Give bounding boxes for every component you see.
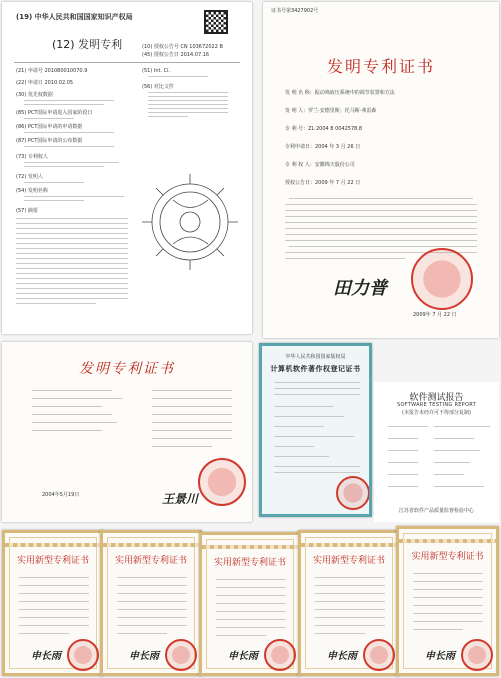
- field-pct-entry: (85) PCT国际申请进入国家阶段日: [16, 110, 93, 116]
- patent-type: (12) 发明专利: [52, 38, 123, 51]
- utility-certificate-4: [298, 530, 400, 676]
- field-grant-date: 授权公告日：2009 年 7 月 22 日: [285, 180, 361, 186]
- director-signature: 王景川: [162, 492, 199, 506]
- software-copyright-certificate: [259, 343, 372, 517]
- field-application-date: (22) 申请日 2010.02.05: [16, 80, 74, 86]
- report-title: 软件测试报告: [409, 393, 464, 403]
- field-pct-application: (86) PCT国际申请的申请数据: [16, 124, 83, 130]
- report-footer: 江苏省软件产品质量监督检验中心: [398, 508, 474, 514]
- field-cited-docs: (56) 对比文件: [142, 84, 174, 90]
- official-seal: [67, 639, 99, 671]
- report-subtitle: SOFTWARE TESTING REPORT: [396, 402, 477, 408]
- official-seal: [336, 476, 370, 510]
- certificate-number: 证书号第3427902号: [271, 8, 319, 14]
- field-pct-publication: (87) PCT国际申请的公布数据: [16, 138, 83, 144]
- official-seal: [461, 639, 493, 671]
- utility-certificate-5: [396, 526, 499, 676]
- field-invention-title: (54) 发明名称: [16, 188, 48, 194]
- copyright-office: 中华人民共和国国家版权局: [285, 354, 346, 360]
- publication-date: (45) 授权公告日 2014.07.16: [142, 52, 210, 58]
- director-signature: 田力普: [333, 278, 387, 299]
- field-inventor: (72) 发明人: [16, 174, 43, 180]
- field-patent-no: 专 利 号：ZL 2004 8 0042578.8: [285, 126, 363, 132]
- director-signature: 申长雨: [327, 651, 357, 662]
- certificate-title: 实用新型专利证书: [312, 556, 385, 566]
- certificate-date: 2004年5月19日: [42, 492, 80, 498]
- director-signature: 申长雨: [129, 651, 159, 662]
- certificate-title: 计算机软件著作权登记证书: [270, 364, 361, 373]
- director-signature: 申长雨: [425, 651, 455, 662]
- invention-patent-certificate: [263, 2, 499, 338]
- publication-number: (10) 授权公告号 CN 103672022 B: [142, 44, 223, 50]
- director-signature: 申长雨: [31, 651, 61, 662]
- field-inventors: 发 明 人：罗兰·安德里斯；托马斯·弗雷森: [285, 108, 377, 114]
- utility-certificate-1: [2, 530, 104, 676]
- official-seal: [363, 639, 395, 671]
- utility-certificate-2: [100, 530, 202, 676]
- patent-publication-document: [2, 2, 252, 334]
- patent-drawing: [138, 170, 243, 275]
- field-abstract: (57) 摘要: [16, 208, 38, 214]
- official-seal: [264, 639, 296, 671]
- director-signature: 申长雨: [228, 651, 258, 662]
- report-note: (本报告未经许可不得部分复制): [402, 410, 471, 416]
- official-seal: [165, 639, 197, 671]
- certificate-title: 实用新型专利证书: [16, 556, 89, 566]
- field-filing-date: 专利申请日：2004 年 3 月 26 日: [285, 144, 361, 150]
- certificate-title: 发明专利证书: [326, 57, 435, 76]
- utility-certificate-3: [199, 532, 301, 676]
- invention-patent-certificate-2: [2, 342, 252, 522]
- body-text: [289, 198, 473, 199]
- official-seal: [198, 458, 246, 506]
- field-priority: (30) 优先权数据: [16, 92, 53, 98]
- qr-code: [204, 10, 228, 34]
- field-invention-name: 发 明 名 称：振动筛液压系统中的调节装置和方法: [285, 90, 395, 96]
- software-test-report: [374, 382, 499, 522]
- field-int-cl: (51) Int. Cl.: [142, 68, 171, 74]
- certificate-title: 实用新型专利证书: [411, 552, 484, 562]
- official-seal: [411, 248, 473, 310]
- certificate-title: 实用新型专利证书: [213, 558, 286, 568]
- patent-office-name: (19) 中华人民共和国国家知识产权局: [16, 13, 133, 21]
- field-application-no: (21) 申请号 201080010070.9: [16, 68, 88, 74]
- certificate-title: 实用新型专利证书: [114, 556, 187, 566]
- certificate-date: 2009年 7 月 22 日: [413, 312, 457, 318]
- certificate-title: 发明专利证书: [79, 361, 175, 377]
- field-patentee: (73) 专利权人: [16, 154, 48, 160]
- field-patentee: 专 利 权 人：安徽锦天股份公司: [285, 162, 355, 168]
- header-rule: [14, 62, 240, 63]
